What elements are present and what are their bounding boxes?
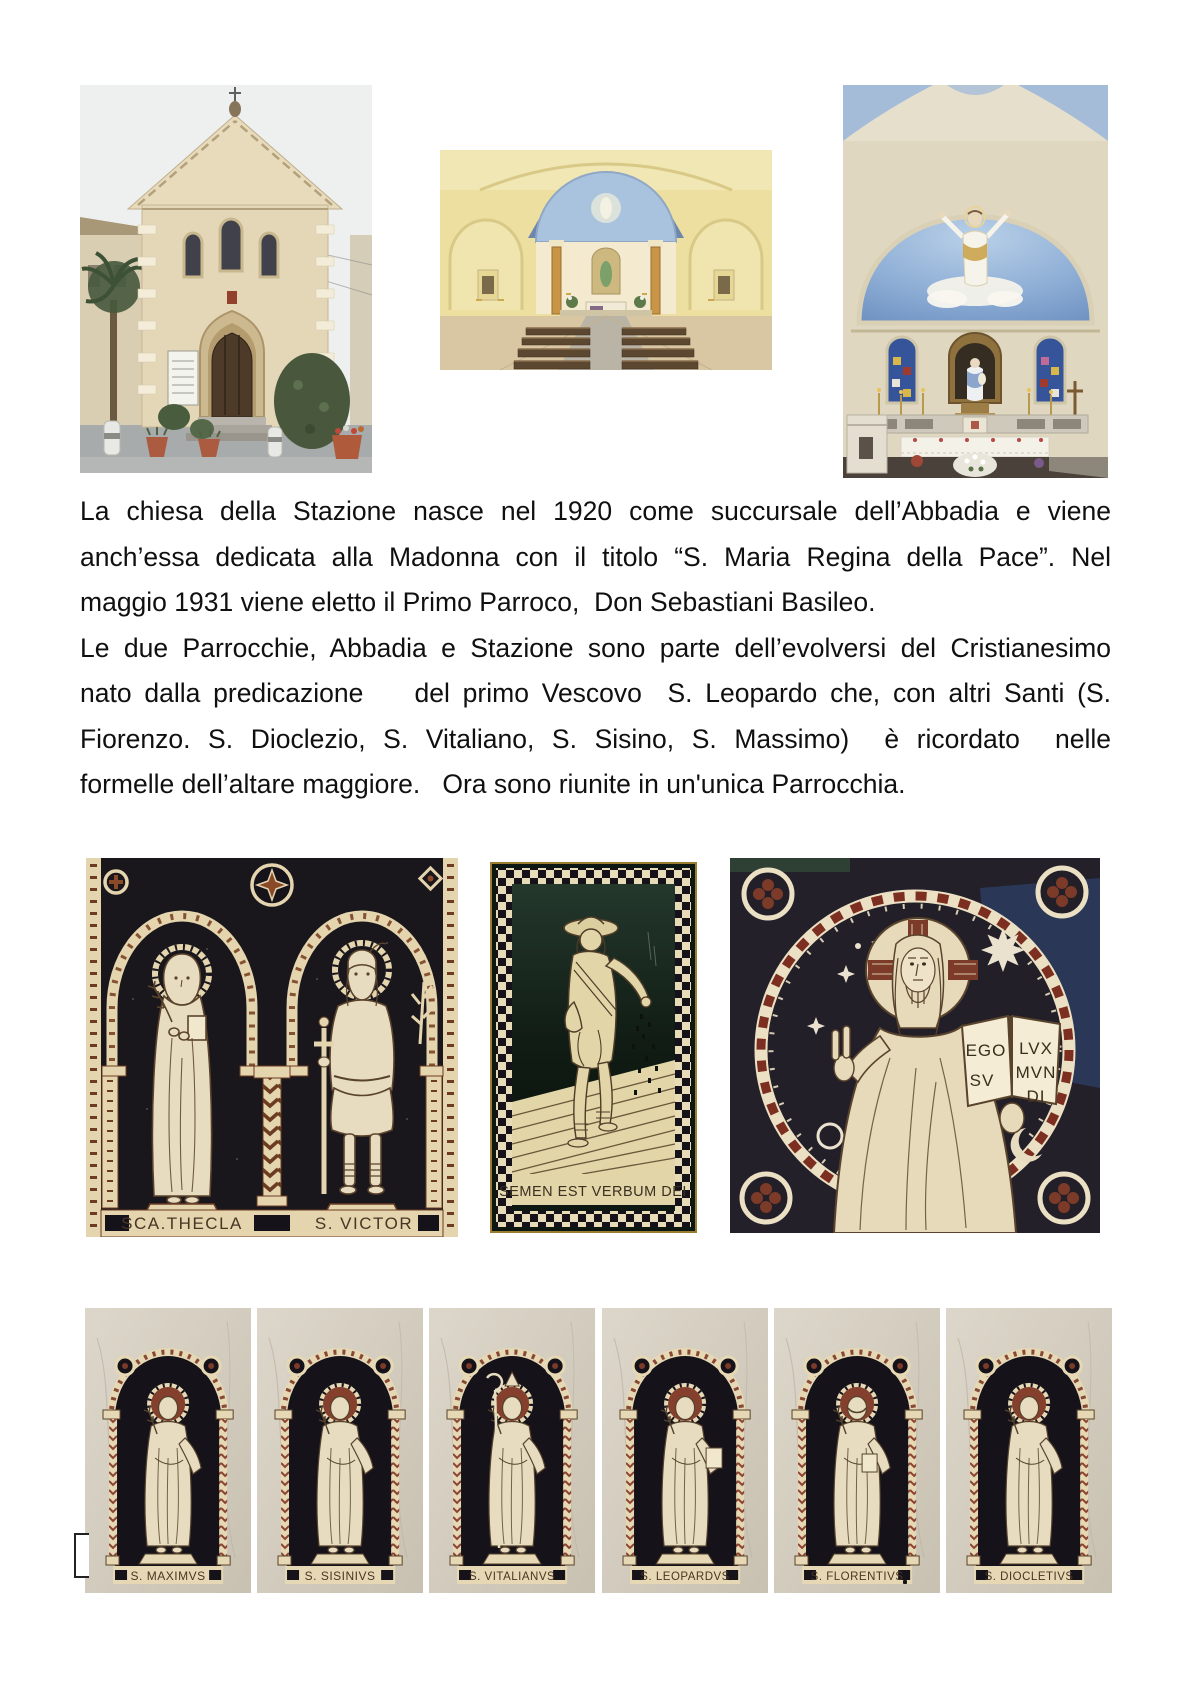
book-text-sv: SV <box>969 1071 995 1090</box>
inscription-leopardus: S. LEOPARDVS <box>639 1571 730 1583</box>
saint-panel-florentius <box>774 1308 940 1593</box>
church-nave-photo <box>440 150 772 370</box>
pulpit <box>847 415 887 473</box>
mosaic-thecla-victor <box>86 858 458 1237</box>
saint-panel-maximus <box>85 1308 251 1593</box>
inscription-florentius: S. FLORENTIVS <box>810 1571 904 1583</box>
body-text <box>80 489 1111 808</box>
memorial-plaque <box>168 351 198 405</box>
inscription-semen: SEMEN EST VERBUM DEI <box>499 1184 687 1200</box>
inscription-dioclecius: S. DIOCLETIVS <box>984 1571 1074 1583</box>
church-exterior-photo <box>80 85 372 473</box>
saint-panel-dioclecius <box>946 1308 1112 1593</box>
saint-panel-leopardus <box>602 1308 768 1593</box>
inscription-victor: S. VICTOR <box>314 1214 414 1233</box>
inscription-vitalianus: S. VITALIANVS <box>469 1571 556 1583</box>
inscription-thecla: SCA.THECLA <box>121 1214 243 1233</box>
bush <box>274 353 350 449</box>
saint-panel-sisinius <box>257 1308 423 1593</box>
altar-saints-strip <box>85 1308 1112 1593</box>
text-line: nato dalla predicazione del primo Vescovo S. Leopardo che, con altri Santi (S. <box>80 678 1111 708</box>
text-line: La chiesa della Stazione nasce nel 1920 come succursale dell’Abbadia e viene <box>80 496 1111 526</box>
book-text-ego: EGO <box>965 1041 1007 1060</box>
book-icon <box>706 1448 722 1468</box>
text-line: Fiorenzo. S. Dioclezio, S. Vitaliano, S. Sisino, S. Massimo) è ricordato nelle <box>80 723 1111 754</box>
text-line: formelle dell’altare maggiore. Ora sono riunite in un'unica Parrocchia. <box>80 769 906 799</box>
church-door <box>212 333 252 417</box>
empty-text-frame-artifact <box>74 1533 89 1578</box>
mosaic-sower <box>490 862 697 1233</box>
saint-panel-vitalianus <box>429 1308 595 1593</box>
book-text-mvn: MVN <box>1015 1063 1057 1082</box>
book-icon <box>862 1454 877 1472</box>
text-line: maggio 1931 viene eletto il Primo Parroco, Don Sebastiani Basileo. <box>80 587 876 617</box>
apse-altar-photo <box>843 85 1108 478</box>
saint-thecla-figure <box>144 947 220 1216</box>
book-text-lvx: LVX <box>1019 1039 1053 1058</box>
inscription-sisinius: S. SISINIVS <box>304 1569 376 1583</box>
book-text-di: DI <box>1026 1087 1046 1106</box>
mosaic-christ-pantocrator <box>730 858 1100 1233</box>
inscription-maximus: S. MAXIMVS <box>130 1569 206 1583</box>
text-line: anch’essa dedicata alla Madonna con il titolo “S. Maria Regina della Pace”. Nel <box>80 541 1111 572</box>
spiral-column <box>263 1078 281 1196</box>
text-line: Le due Parrocchie, Abbadia e Stazione sono parte dell’evolversi del Cristianesimo <box>80 632 1111 663</box>
scan-dot-artifact <box>903 1580 907 1584</box>
